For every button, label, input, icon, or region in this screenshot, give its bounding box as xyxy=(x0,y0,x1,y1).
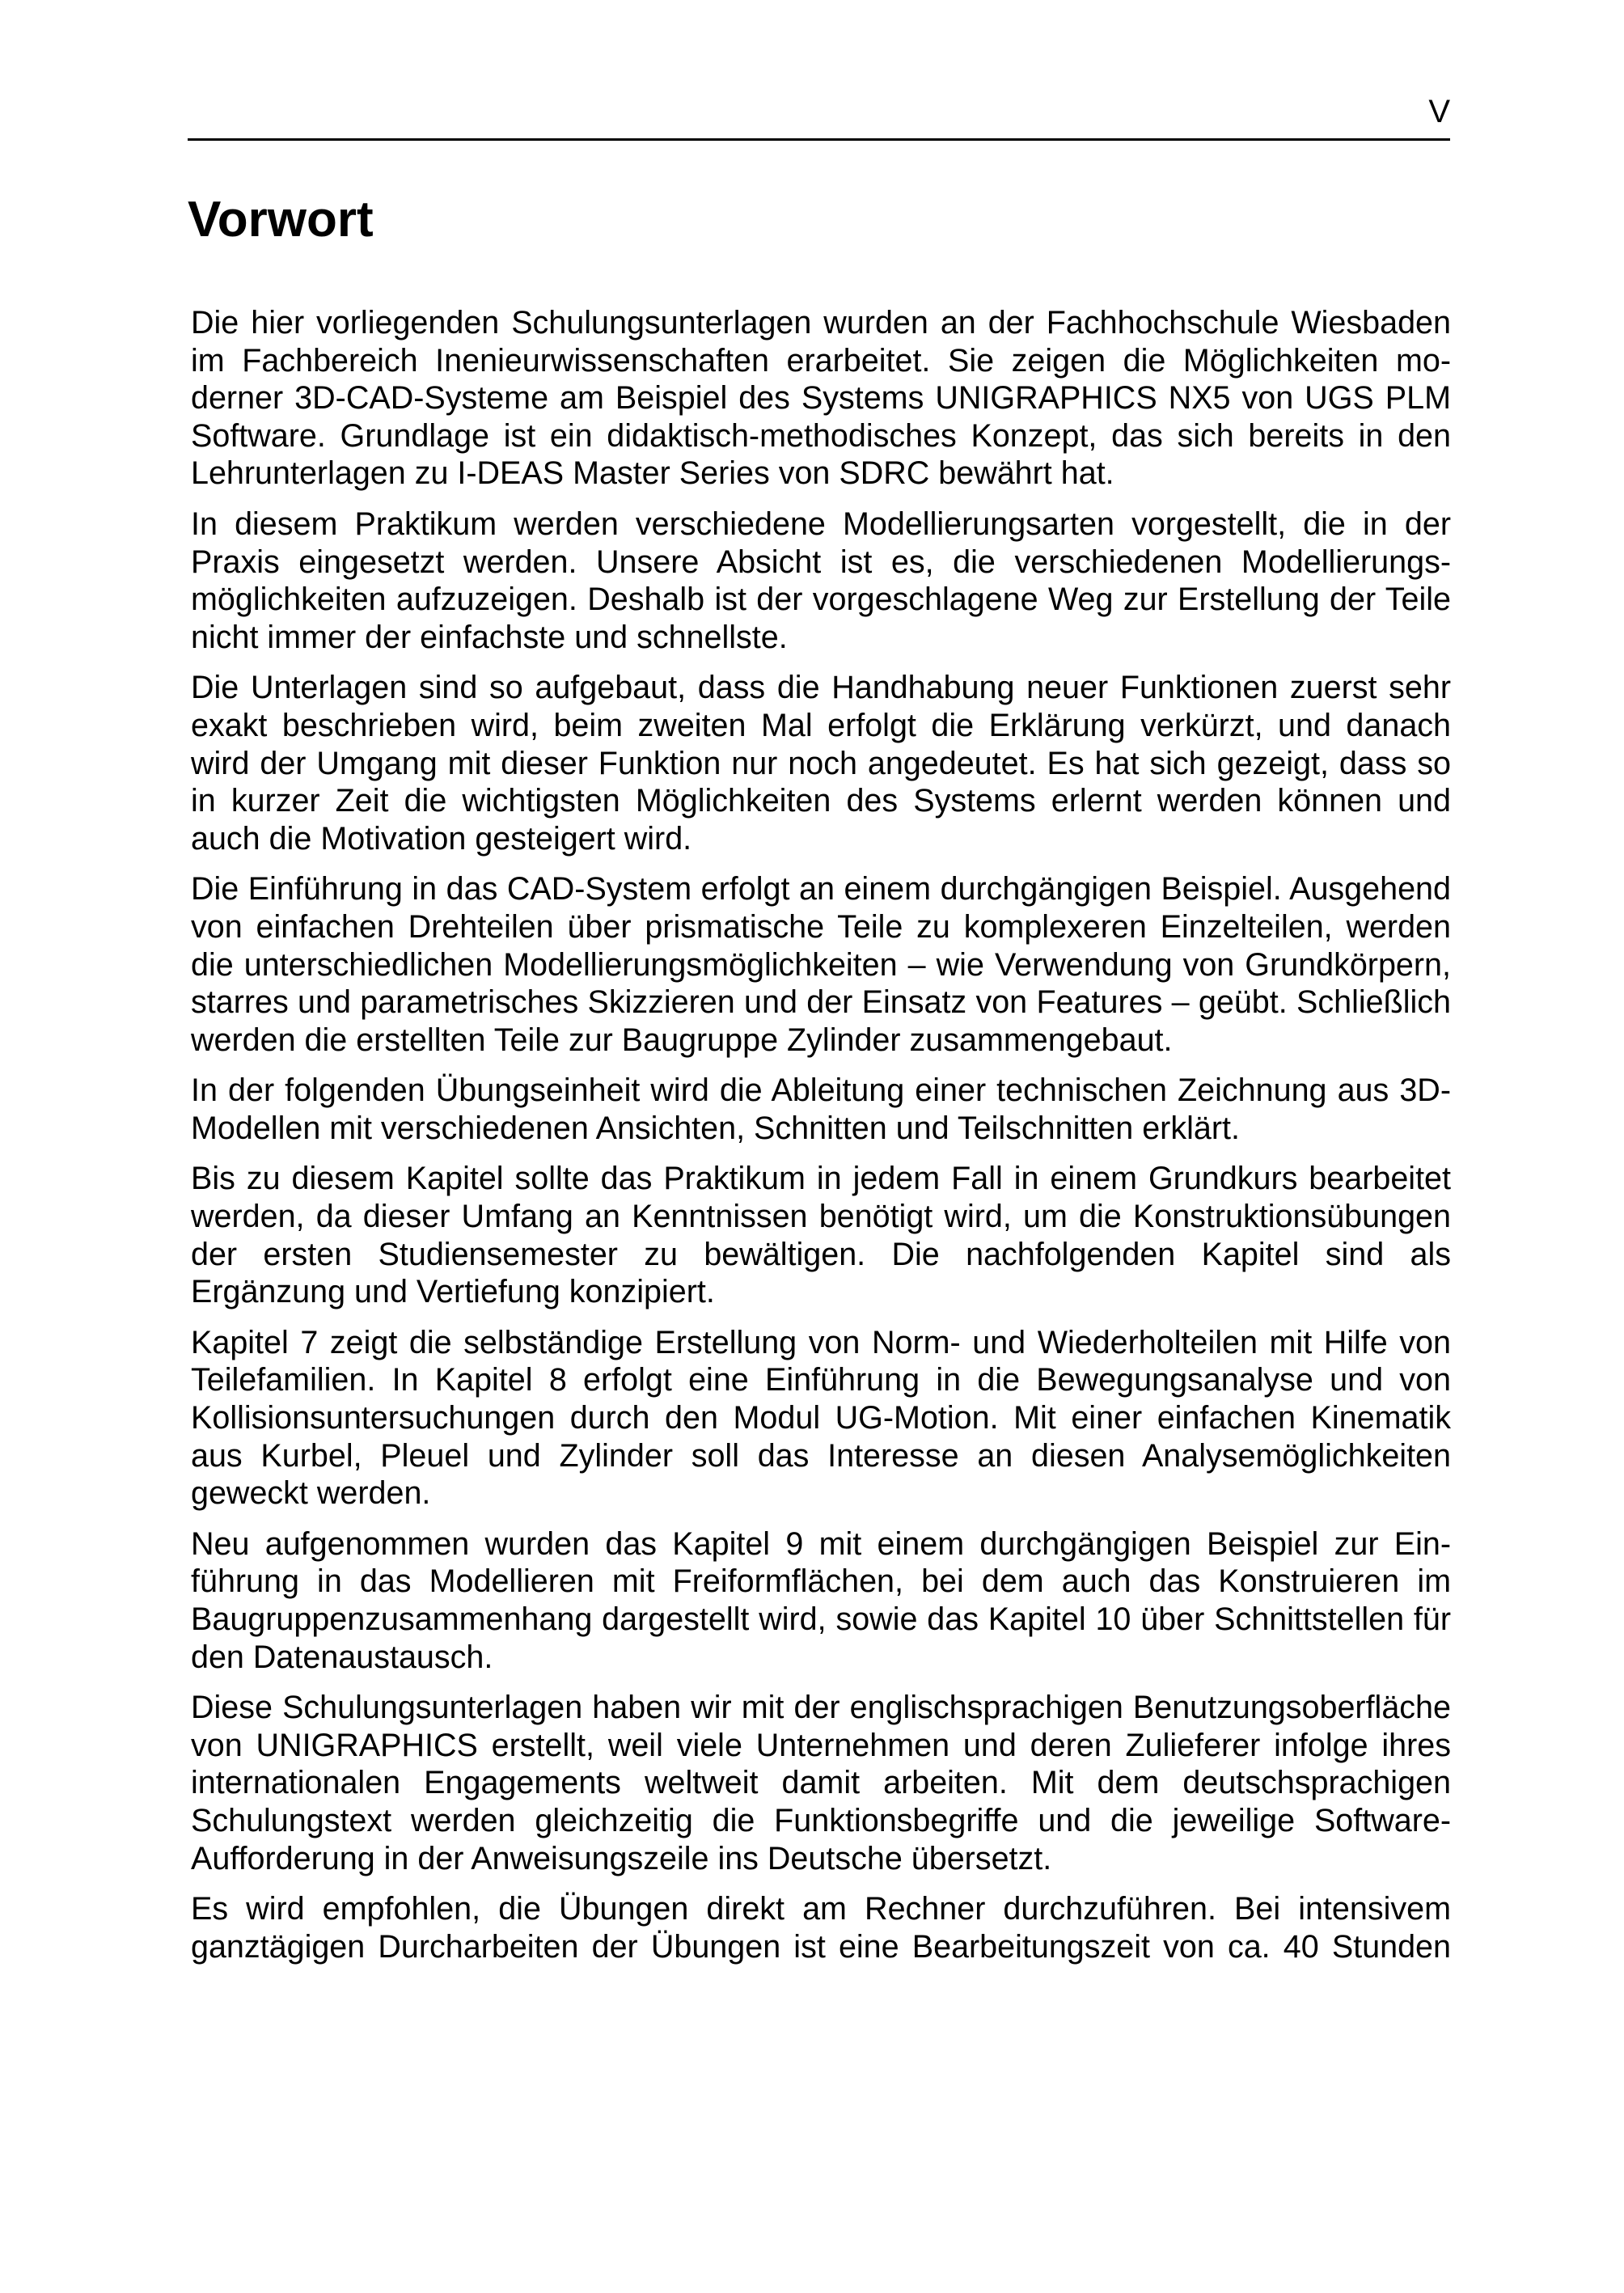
paragraph: Neu aufgenommen wurden das Kapitel 9 mit einem durchgängigen Beispiel zur Einführung in das Modellieren mit Freiformflächen, bei dem auch das Konstruieren im Baugruppenzusammenhang dargestellt wird, sowie das Kapitel 10 über Schnittstellen für den Datenaustausch. xyxy=(191,1525,1451,1675)
paragraph: Kapitel 7 zeigt die selbständige Erstellung von Norm- und Wiederholteilen mit Hilfe von Teilefamilien. In Kapitel 8 erfolgt eine Einführung in die Bewegungsanalyse und von Kollisionsuntersuchungen durch den Modul UG-Motion. Mit einer einfachen Kinematik aus Kurbel, Pleuel und Zylinder soll das Interesse an diesen Analysemöglichkeiten geweckt werden. xyxy=(191,1324,1451,1512)
paragraph: Bis zu diesem Kapitel sollte das Praktikum in jedem Fall in einem Grundkurs bearbeitet werden, da dieser Umfang an Kenntnissen benötigt wird, um die Konstruktionsübungen der ersten Studiensemester zu bewältigen. Die nachfolgenden Kapitel sind als Ergänzung und Vertiefung konzipiert. xyxy=(191,1161,1451,1310)
paragraph: Die Einführung in das CAD-System erfolgt an einem durchgängigen Beispiel. Ausgehend von einfachen Drehteilen über prismatische Teile zu komplexeren Einzelteilen, werden die unterschiedlichen Modellierungsmöglichkeiten – wie Verwendung von Grundkörpern, starres und parametrisches Skizzieren und der Einsatz von Features – geübt. Schließlich werden die erstellten Teile zur Baugruppe Zylinder zusammengebaut. xyxy=(191,871,1451,1058)
paragraph: Die Unterlagen sind so aufgebaut, dass die Handhabung neuer Funktionen zuerst sehr exakt beschrieben wird, beim zweiten Mal erfolgt die Erklärung verkürzt, und danach wird der Umgang mit dieser Funktion nur noch angedeutet. Es hat sich gezeigt, dass so in kurzer Zeit die wichtigsten Möglichkeiten des Systems erlernt werden können und auch die Motivation gesteigert wird. xyxy=(191,670,1451,857)
paragraph: In diesem Praktikum werden verschiedene Modellierungsarten vorgestellt, die in der Praxis eingesetzt werden. Unsere Absicht ist es, die verschiedenen Modellierungsmöglichkeiten aufzuzeigen. Deshalb ist der vorgeschlagene Weg zur Erstellung der Teile nicht immer der einfachste und schnellste. xyxy=(191,506,1451,655)
header-rule xyxy=(188,138,1450,141)
body-text xyxy=(191,304,1451,1978)
paragraph: In der folgenden Übungseinheit wird die Ableitung einer technischen Zeichnung aus 3D-Modellen mit verschiedenen Ansichten, Schnitten und Teilschnitten erklärt. xyxy=(191,1072,1451,1146)
page-title: Vorwort xyxy=(188,192,374,247)
paragraph-continued: Es wird empfohlen, die Übungen direkt am Rechner durchzuführen. Bei intensivem ganztägigen Durcharbeiten der Übungen ist eine Bearbeitungszeit von ca. 40 Stunden xyxy=(191,1891,1451,1965)
page-number: V xyxy=(1428,94,1450,129)
paragraph: Diese Schulungsunterlagen haben wir mit der englischsprachigen Benutzungsoberfläche von UNIGRAPHICS erstellt, weil viele Unternehmen und deren Zulieferer infolge ihres internationalen Engagements weltweit damit arbeiten. Mit dem deutschsprachigen Schulungstext werden gleichzeitig die Funktionsbegriffe und die jeweilige Software-Aufforderung in der Anweisungszeile ins Deutsche übersetzt. xyxy=(191,1690,1451,1876)
paragraph: Die hier vorliegenden Schulungsunterlagen wurden an der Fachhochschule Wiesbaden im Fachbereich Inenieurwissenschaften erarbeitet. Sie zeigen die Möglichkeiten moderner 3D-CAD-Systeme am Beispiel des Systems UNIGRAPHICS NX5 von UGS PLM Software. Grundlage ist ein didaktisch-methodisches Konzept, das sich bereits in den Lehrunterlagen zu I-DEAS Master Series von SDRC bewährt hat. xyxy=(191,305,1451,492)
